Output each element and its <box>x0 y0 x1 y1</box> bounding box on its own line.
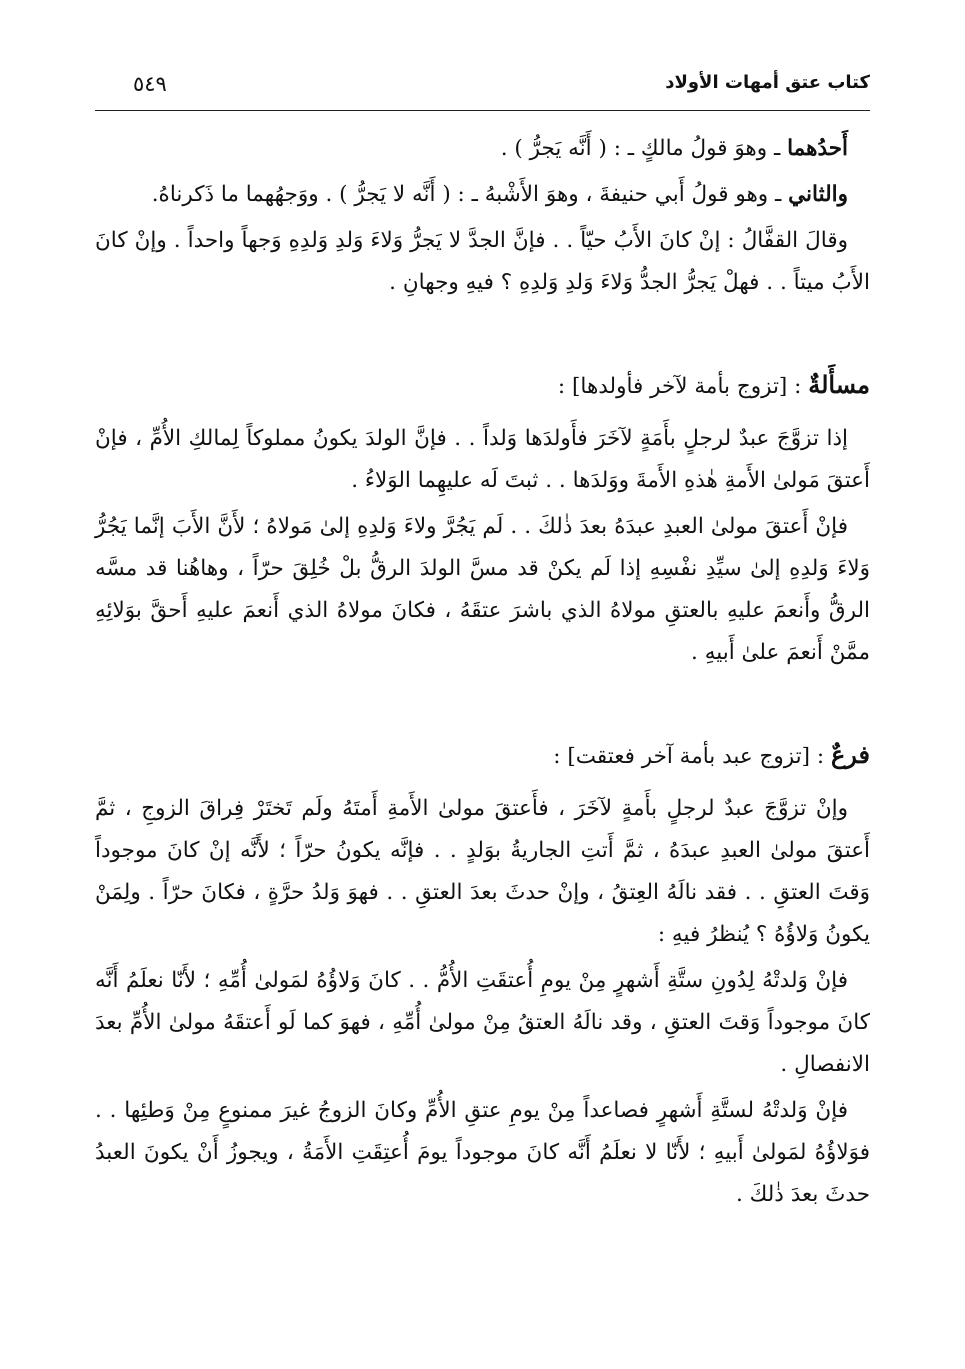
paragraph-first-opinion <box>95 128 870 170</box>
page-header <box>95 72 870 102</box>
paragraph-far-3: فإنْ وَلدتْهُ لستَّةِ أَشهرٍ فصاعداً مِنْ يومِ عتقِ الأُمِّ وكانَ الزوجُ غيرَ ممنوعٍ مِنْ وَطئِها . . فوَلاؤُهُ لمَولىٰ أَبيهِ ؛ لأَنّا لا نعلَمُ أَنَّه كانَ موجوداً يومَ أُعتِقَتِ الأَمَةُ ، ويجوزُ أَنْ يكونَ العبدُ حدثَ بعدَ ذٰلكَ . <box>95 1098 870 1207</box>
header-rule <box>95 110 870 111</box>
section-heading-far <box>95 734 870 778</box>
section-heading-masala <box>95 364 870 408</box>
running-title: كتاب عتق أمهات الأولاد <box>665 72 870 93</box>
paragraph-masala-1: إذا تزوَّجَ عبدٌ لرجلٍ بأَمَةٍ لآخَرَ فأَولدَها وَلداً . . فإنَّ الولدَ يكونُ مملوكاً لِمالكِ الأُمِّ ، فإنْ أَعتقَ مَولىٰ الأَمةِ هٰذهِ الأَمةَ ووَلدَها . . ثبتَ لَه عليهِما الوَلاءُ . <box>95 426 870 493</box>
paragraph-qaffal: وقالَ القفَّالُ : إنْ كانَ الأَبُ حيّاً . . فإنَّ الجدَّ لا يَجرُّ وَلاءَ وَلدِ وَلدِهِ وَجهاً واحداً . وإنْ كانَ الأَبُ ميتاً . . فهلْ يَجرُّ الجدُّ وَلاءَ وَلدِ وَلدِهِ ؟ فيهِ وجهانِ . <box>95 228 870 295</box>
paragraph-second-opinion <box>95 174 870 216</box>
lead-word-second: والثاني <box>788 182 848 207</box>
paragraph-text: ـ وهو قولُ أَبي حنيفةَ ، وهوَ الأَشْبهُ ـ : ( أَنَّه لا يَجرُّ ) . ووَجهُهما ما ذَكرناهُ. <box>151 182 789 207</box>
heading-word-masala: مسأَلةٌ <box>808 370 870 399</box>
paragraph-far-2: فإنْ وَلدتْهُ لِدُونِ ستَّةِ أَشهرٍ مِنْ يومِ أُعتقَتِ الأُمُّ . . كانَ وَلاؤُهُ لمَولىٰ أُمِّهِ ؛ لأَنّا نعلَمُ أَنَّه كانَ موجوداً وَقتَ العتقِ ، وقد نالَهُ العتقُ مِنْ مولىٰ أُمِّهِ ، فهوَ كما لَو أَعتقَهُ مولىٰ الأُمِّ بعدَ الانفصالِ . <box>95 968 870 1077</box>
paragraph-far-1: وإنْ تزوَّجَ عبدٌ لرجلٍ بأَمةٍ لآخَرَ ، فأَعتقَ مولىٰ الأَمةِ أَمتَهُ ولَم تَختَرْ فِراقَ الزوجِ ، ثمَّ أَعتقَ مولىٰ العبدِ عبدَهُ ، ثمَّ أَتتِ الجاريةُ بوَلدٍ . . فإنَّه يكونُ حرّاً ؛ لأَنَّه إنْ كانَ موجوداً وَقتَ العتقِ . . فقد نالَهُ العِتقُ ، وإنْ حدثَ بعدَ العتقِ . . فهوَ وَلدُ حرَّةٍ ، فكانَ حرّاً . ولِمَنْ يكونُ وَلاؤُهُ ؟ يُنظرُ فيهِ : <box>95 796 870 947</box>
paragraph-text: ـ وهوَ قولُ مالكٍ ـ : ( أَنَّه يَجرُّ ) . <box>500 136 788 161</box>
page-number: ٥٤٩ <box>133 72 167 96</box>
heading-subtitle: : [تزوج عبد بأمة آخر فعتقت] : <box>553 744 831 769</box>
heading-subtitle: : [تزوج بأمة لآخر فأولدها] : <box>557 374 809 399</box>
heading-word-far: فرعٌ <box>830 740 870 769</box>
paragraph-masala-2: فإنْ أَعتقَ مولىٰ العبدِ عبدَهُ بعدَ ذٰلكَ . . لَم يَجُرَّ ولاءَ وَلدِهِ إلىٰ مَولاهُ ؛ لأَنَّ الأَبَ إنَّما يَجُرُّ وَلاءَ وَلدِهِ إلىٰ سيِّدِ نفْسِهِ إذا لَم يكنْ قد مسَّ الولدَ الرقُّ بلْ خُلِقَ حرّاً ، وهاهُنا قد مسَّه الرقُّ وأَنعمَ عليهِ بالعتقِ مولاهُ الذي باشرَ عتقَهُ ، فكانَ مولاهُ الذي أَنعمَ عليهِ أَحقَّ بوَلائِهِ ممَّنْ أَنعمَ علىٰ أَبيهِ . <box>95 514 870 665</box>
lead-word-first: أَحدُهما <box>787 136 848 161</box>
page-body <box>95 128 870 1220</box>
